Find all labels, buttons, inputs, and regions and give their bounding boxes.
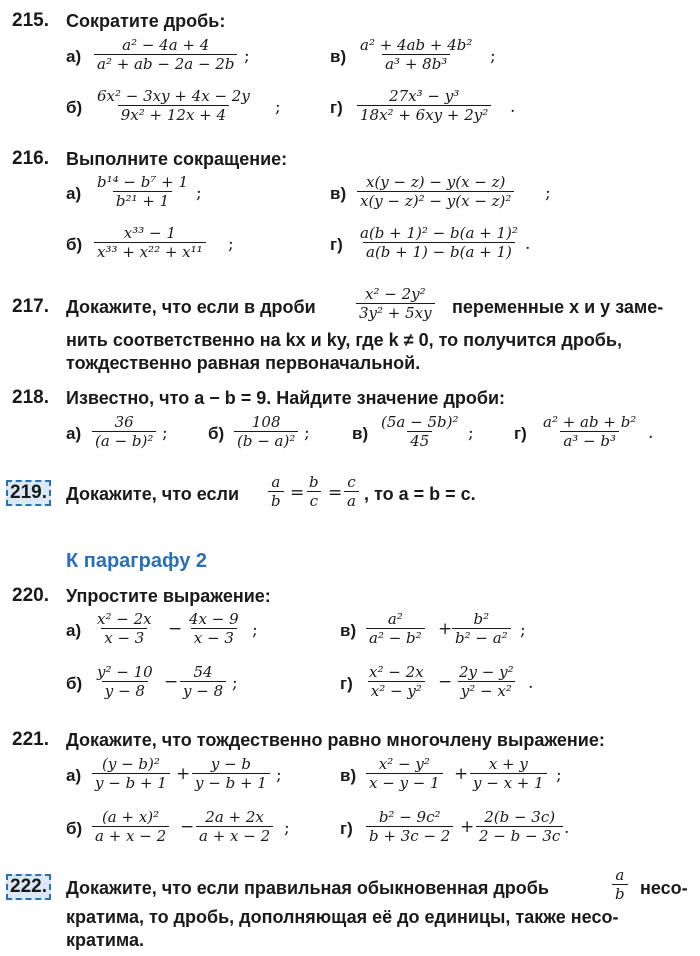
- fraction: $\frac{\text{x³³ − 1}}{\text{x³³ + x²² + x¹¹}}$: [94, 224, 206, 261]
- fraction: $\frac{\text{(y − b)²}}{y - b + 1}$: [92, 755, 170, 792]
- item-label: б): [208, 424, 225, 443]
- fraction: $\frac{a}{b}$: [612, 866, 628, 903]
- fraction: $\frac{2(b - 3c)}{2 - b - 3c}$: [476, 808, 563, 845]
- fraction: $\frac{x(y - z) - y(x - z)}{\text{x(y − z)² − y(x − z)²}}$: [357, 173, 514, 210]
- fraction: $\frac{\text{a² + ab + b²}}{\text{a³ − b³}}$: [543, 413, 637, 450]
- fraction: $\frac{\text{b² − 9c²}}{b + 3c - 2}$: [366, 808, 453, 845]
- fraction: $\frac{\text{x² − 2y²}}{\text{3y² + 5xy}}$: [356, 285, 435, 322]
- problem-number-215: 215.: [12, 10, 49, 31]
- problem-221-title: Докажите, что тождественно равно многочлену выражение:: [66, 730, 605, 750]
- item-label: в): [340, 766, 357, 785]
- fraction: $\frac{4x - 9}{x - 3}$: [189, 610, 239, 647]
- fraction: $\frac{\text{b¹⁴ − b⁷ + 1}}{\text{b²¹ + 1}}$: [97, 173, 188, 210]
- problem-number-220: 220.: [12, 585, 49, 606]
- item-label: в): [330, 184, 347, 203]
- fraction: $\frac{\text{6x² − 3xy + 4x − 2y}}{\text{9x² + 12x + 4}}$: [97, 87, 250, 124]
- problem-number-221: 221.: [12, 729, 49, 750]
- item-label: г): [330, 98, 343, 117]
- item-label: а): [66, 184, 82, 203]
- problem-number-216: 216.: [12, 148, 49, 169]
- fraction: $\frac{\text{a²}}{\text{a² − b²}}$: [366, 610, 425, 647]
- item-label: а): [66, 424, 82, 443]
- problem-218-title: Известно, что a − b = 9. Найдите значение дроби:: [66, 388, 506, 408]
- problem-number-222: 222.: [6, 874, 51, 900]
- fraction: $\frac{108}{\text{(b − a)²}}$: [234, 413, 298, 450]
- item-label: а): [66, 621, 82, 640]
- item-label: г): [514, 424, 527, 443]
- fraction: $\frac{a}{b}$: [268, 473, 284, 510]
- item-label: г): [340, 819, 353, 838]
- fraction: $\frac{\text{a² − 4a + 4}}{\text{a² + ab − 2a − 2b}}$: [94, 36, 237, 73]
- fraction: $\frac{\text{(5a − 5b)²}}{45}$: [381, 413, 459, 450]
- item-label: в): [352, 424, 369, 443]
- item-label: г): [330, 235, 343, 254]
- item-label: в): [340, 621, 357, 640]
- fraction: $\frac{2a + 2x}{a + x - 2}$: [196, 808, 273, 845]
- problem-number-218: 218.: [12, 387, 49, 408]
- fraction: $\frac{\text{x² − y²}}{x - y - 1}$: [366, 755, 443, 792]
- fraction: $\frac{54}{y - 8}$: [180, 663, 226, 700]
- fraction: $\frac{\text{x² − 2x}}{\text{x² − y²}}$: [369, 663, 424, 700]
- fraction: $\frac{\text{b²}}{\text{b² − a²}}$: [452, 610, 511, 647]
- item-label: а): [66, 766, 82, 785]
- item-label: б): [66, 674, 83, 693]
- fraction: $\frac{b}{c}$: [306, 473, 322, 510]
- fraction: $\frac{y - b}{y - b + 1}$: [192, 755, 270, 792]
- fraction: $\frac{x + y}{y - x + 1}$: [470, 755, 547, 792]
- problem-number-217: 217.: [12, 296, 49, 317]
- fraction: $\frac{\text{y² − 10}}{y - 8}$: [97, 663, 153, 700]
- section-heading: К параграфу 2: [66, 550, 208, 572]
- fraction: $\frac{36}{\text{(a − b)²}}$: [92, 413, 156, 450]
- problem-220-title: Упростите выражение:: [66, 586, 271, 606]
- fraction: $\frac{\text{27x³ − y³}}{\text{18x² + 6xy + 2y²}}$: [357, 87, 491, 124]
- fraction: $\frac{\text{2y − y²}}{\text{y² − x²}}$: [459, 663, 514, 700]
- item-label: в): [330, 47, 347, 66]
- fraction: $\frac{\text{a(b + 1)² − b(a + 1)²}}{a(b + 1) - b(a + 1)}$: [360, 224, 518, 261]
- item-label: б): [66, 235, 83, 254]
- fraction: $\frac{\text{x² − 2x}}{x - 3}$: [97, 610, 152, 647]
- problem-216-title: Выполните сокращение:: [66, 149, 288, 169]
- item-label: г): [340, 674, 353, 693]
- fraction: $\frac{c}{a}$: [344, 473, 359, 510]
- item-label: б): [66, 819, 83, 838]
- problem-215-title: Сократите дробь:: [66, 11, 226, 31]
- item-label: а): [66, 47, 82, 66]
- fraction: $\frac{\text{(a + x)²}}{a + x - 2}$: [92, 808, 169, 845]
- fraction: $\frac{\text{a² + 4ab + 4b²}}{\text{a³ + 8b³}}$: [360, 36, 473, 73]
- problem-number-219: 219.: [6, 480, 51, 506]
- item-label: б): [66, 98, 83, 117]
